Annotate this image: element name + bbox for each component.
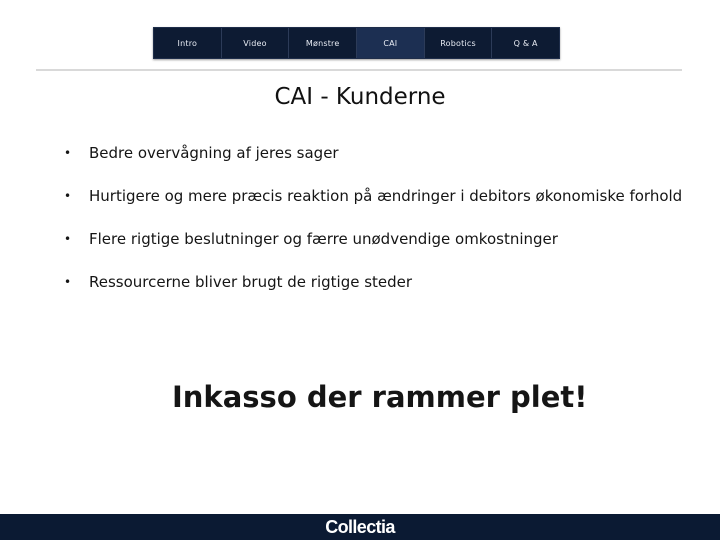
tab-cai[interactable]: CAI [357, 28, 425, 58]
bullet-text: Ressourcerne bliver brugt de rigtige steder [89, 273, 413, 291]
footer-bar [0, 514, 720, 540]
bullet-item [64, 142, 682, 185]
tab-intro[interactable]: Intro [154, 28, 222, 58]
collectia-logo: Collectia [325, 516, 395, 537]
bullet-marker: • [64, 189, 72, 203]
bullet-marker: • [64, 146, 72, 160]
bullet-item [64, 271, 682, 314]
tab-qa[interactable]: Q & A [513, 38, 538, 48]
bullet-list [64, 142, 682, 314]
bullet-text: Bedre overvågning af jeres sager [89, 144, 339, 162]
top-nav-tabs [153, 27, 560, 59]
slide-title: CAI - Kunderne [274, 84, 446, 110]
tab-monstre[interactable]: Mønstre [289, 28, 357, 58]
bullet-item [64, 228, 682, 271]
bullet-marker: • [64, 275, 72, 289]
bullet-marker: • [64, 232, 72, 246]
bullet-text: Flere rigtige beslutninger og færre unødvendige omkostninger [89, 230, 558, 248]
tab-video[interactable]: Video [222, 28, 290, 58]
bullet-item [64, 185, 682, 228]
slogan-text: Inkasso der rammer plet! [172, 380, 588, 414]
header-divider [36, 69, 682, 71]
bullet-text: Hurtigere og mere præcis reaktion på ændringer i debitors økonomiske forhold [89, 187, 683, 205]
tab-robotics[interactable]: Robotics [425, 28, 493, 58]
